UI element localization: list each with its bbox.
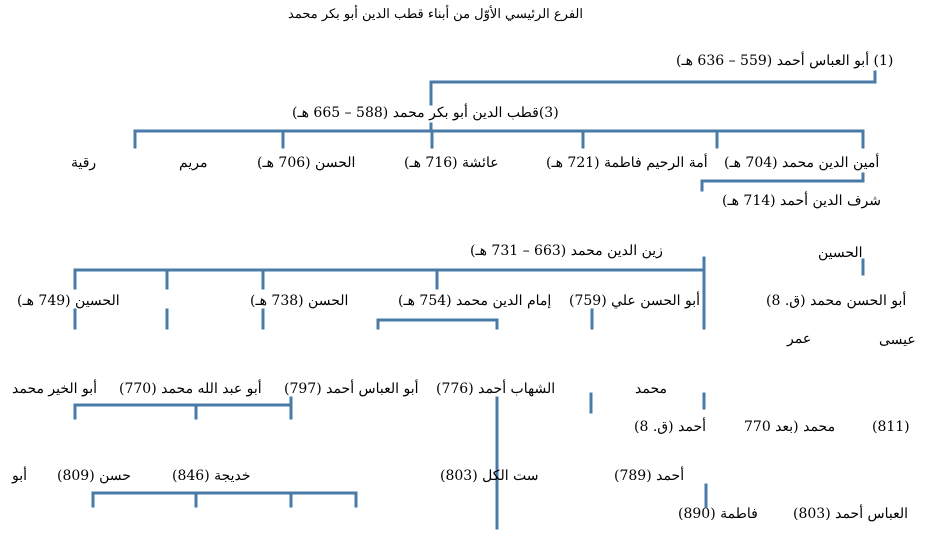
node-abul-abbas-ahmad: (1) أبو العباس أحمد (559 – 636 هـ) <box>676 53 894 69</box>
node-abul-khayr: أبو الخير محمد <box>12 381 98 397</box>
node-abul-hasan-ali: أبو الحسن علي (759) <box>569 293 701 309</box>
node-amin-al-din: أمين الدين محمد (704 هـ) <box>724 155 880 171</box>
node-amat-al-rahim: أمة الرحيم فاطمة (721 هـ) <box>546 155 708 171</box>
node-ruqayya: رقية <box>71 155 97 171</box>
node-umar: عمر <box>787 331 812 347</box>
node-muhammad-a: محمد <box>635 381 667 397</box>
node-qutb-al-din: (3)قطب الدين أبو بكر محمد (588 – 665 هـ) <box>292 105 559 121</box>
node-sharaf-al-din: شرف الدين أحمد (714 هـ) <box>722 193 881 209</box>
node-hasan-738: الحسن (738 هـ) <box>250 293 349 309</box>
node-khadija: خديجة (846) <box>172 468 251 484</box>
node-muhammad-after-770: محمد (بعد 770 <box>744 419 836 435</box>
node-ahmad-q8: أحمد (ق. 8) <box>634 419 707 435</box>
node-811: (811) <box>872 419 910 435</box>
node-husayn-a: الحسين <box>818 245 863 261</box>
node-maryam: مريم <box>179 155 208 171</box>
node-fatima-890: فاطمة (890) <box>678 506 758 522</box>
node-abbas-ahmad-803: العباس أحمد (803) <box>793 506 909 522</box>
node-sitt-al-kull: ست الكل (803) <box>440 468 539 484</box>
node-zayn-al-din: زين الدين محمد (663 – 731 هـ) <box>470 243 663 259</box>
node-husayn-749: الحسين (749 هـ) <box>17 293 120 309</box>
node-abul-abbas-797: أبو العباس أحمد (797) <box>284 381 419 397</box>
node-ahmad-789: أحمد (789) <box>614 468 685 484</box>
node-abu: أبو <box>12 468 28 484</box>
node-isa: عيسى <box>879 332 916 348</box>
diagram-title: الفرع الرئيسي الأوّل من أبناء قطب الدين أبو بكر محمد <box>288 7 583 22</box>
node-aisha: عائشة (716 هـ) <box>404 155 499 171</box>
node-abu-abdallah: أبو عبد الله محمد (770) <box>119 381 262 397</box>
node-hasan-809: حسن (809) <box>57 468 131 484</box>
node-hasan-706: الحسن (706 هـ) <box>257 155 356 171</box>
node-shihab-ahmad: الشهاب أحمد (776) <box>436 381 556 397</box>
node-imam-al-din: إمام الدين محمد (754 هـ) <box>398 293 552 309</box>
node-abul-hasan-muhammad: أبو الحسن محمد (ق. 8) <box>766 293 907 309</box>
